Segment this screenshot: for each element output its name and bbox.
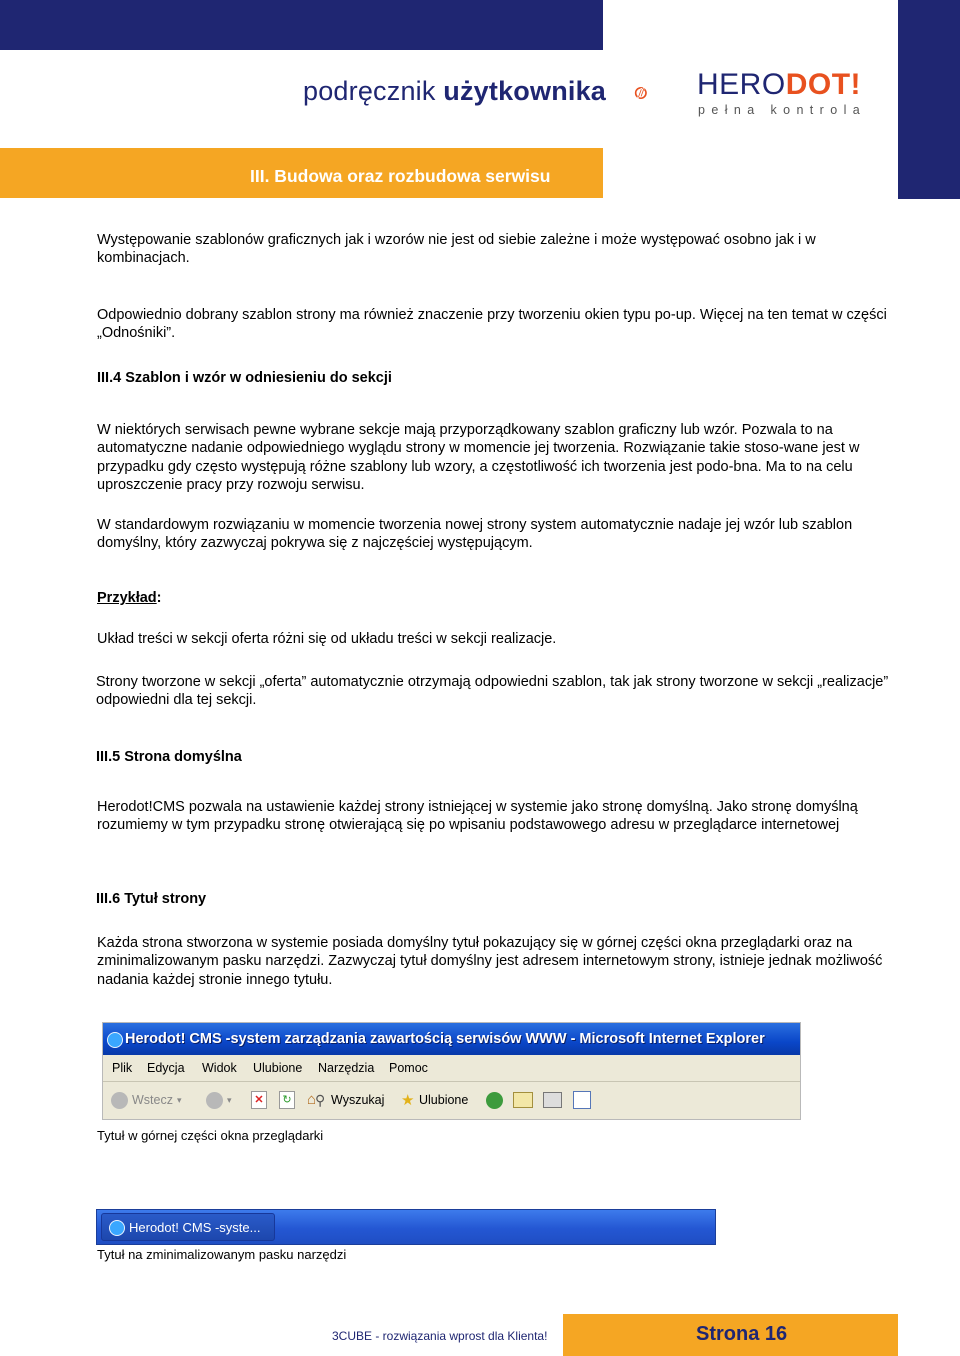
paragraph-templates: Występowanie szablonów graficznych jak i wzorów nie jest od siebie zależne i może występować osobno jak i w kombinacjach.: [97, 232, 816, 267]
mail-button[interactable]: [513, 1090, 533, 1110]
caption-taskbar-title: Tytuł na zminimalizowanym pasku narzędzi: [97, 1247, 347, 1262]
search-button[interactable]: [315, 1090, 384, 1110]
logo-accent: DOT!: [785, 68, 862, 101]
print-button[interactable]: [543, 1090, 562, 1110]
manual-title-light: podręcznik: [303, 76, 436, 106]
ie-separator: [103, 1081, 800, 1082]
page-number: Strona 16: [696, 1323, 788, 1345]
taskbar-screenshot: [96, 1209, 716, 1245]
caption-browser-title: Tytuł w górnej części okna przeglądarki: [97, 1128, 324, 1143]
paragraph-example-1: Układ treści w sekcji oferta różni się od układu treści w sekcji realizacje.: [97, 631, 557, 647]
chevron-down-icon: ▾: [176, 1094, 182, 1105]
history-icon: [486, 1092, 503, 1109]
paragraph-sections: W niektórych serwisach pewne wybrane sekcje mają przyporządkowany szablon graficzny lub wzór. Pozwala to na automatyczne nadanie odpowiedniego wyglądu strony w momencie jej tworzenia. Rozwiązanie takie stoso-wane jest w przypadku gdy często występują różne szablony lub wzory, a częstotliwość ich tworzenia jest podo-bna. Ma to na celu uproszczenie pracy przy rozwoju serwisu.: [97, 422, 860, 493]
manual-title: [303, 76, 606, 107]
forward-button[interactable]: [206, 1090, 232, 1110]
star-icon: ★: [401, 1092, 415, 1109]
header-side-bar: [898, 0, 960, 199]
ie-app-icon: [107, 1032, 123, 1048]
example-heading: [97, 590, 162, 606]
ie-window-screenshot: [102, 1022, 801, 1120]
footer-tagline: 3CUBE - rozwiązania wprost dla Klienta!: [332, 1329, 548, 1343]
example-colon: :: [156, 590, 162, 606]
taskbar-button-label: Herodot! CMS -syste...: [129, 1220, 261, 1235]
logo-subtitle: pełna kontrola: [698, 103, 867, 117]
history-button[interactable]: [486, 1090, 507, 1110]
ie-window-title: Herodot! CMS -system zarządzania zawartością serwisów WWW - Microsoft Internet Explorer: [125, 1031, 765, 1047]
refresh-button[interactable]: [279, 1090, 295, 1110]
edit-icon: [573, 1091, 591, 1109]
heading-iii-4: III.4 Szablon i wzór w odniesieniu do sekcji: [97, 370, 392, 386]
search-label: Wyszukaj: [331, 1093, 385, 1107]
paragraph-example-2: Strony tworzone w sekcji „oferta” automatycznie otrzymają odpowiedni szablon, tak jak strony tworzone w sekcji „realizacje” odpowiedni dla tej sekcji.: [96, 674, 889, 709]
back-button[interactable]: [111, 1090, 182, 1110]
ie-title-bar: [103, 1023, 800, 1055]
section-title: III. Budowa oraz rozbudowa serwisu: [250, 166, 551, 186]
stop-icon: ✕: [251, 1091, 267, 1109]
home-icon: ⌂: [307, 1091, 317, 1108]
example-label: Przykład: [97, 590, 157, 606]
forward-arrow-icon: [206, 1092, 223, 1109]
edit-button[interactable]: [573, 1090, 591, 1110]
menu-item-ulubione[interactable]: Ulubione: [253, 1061, 303, 1075]
chevron-down-icon: ▾: [227, 1094, 232, 1105]
paragraph-page-title: Każda strona stworzona w systemie posiada domyślny tytuł pokazujący się w górnej części okna przeglądarki oraz na zminimalizowanym pasku narzędzi. Zazwyczaj tytuł domyślny jest adresem internetowym strony, istnieje jednak możliwość nadania każdej stronie innego tytułu.: [97, 935, 883, 988]
heading-iii-6: III.6 Tytuł strony: [96, 891, 207, 907]
favorites-button[interactable]: [401, 1090, 468, 1110]
ie-app-icon: [109, 1220, 125, 1236]
ie-toolbar: [103, 1083, 800, 1117]
menu-item-narzedzia[interactable]: Narzędzia: [318, 1061, 375, 1075]
heading-iii-5: III.5 Strona domyślna: [96, 749, 242, 765]
logo-wordmark: [697, 68, 861, 102]
favorites-label: Ulubione: [419, 1093, 469, 1107]
header-top-bar: [0, 0, 603, 50]
print-icon: [543, 1092, 562, 1108]
paragraph-default-page: Herodot!CMS pozwala na ustawienie każdej strony istniejącej w systemie jako stronę domyślną. Jako stronę domyślną rozumiemy w tym przypadku stronę otwierającą się po wpisaniu podstawowego adresu w przeglądarce internetowej: [97, 799, 858, 834]
paragraph-standard: W standardowym rozwiązaniu w momencie tworzenia nowej strony system automatycznie nadaje jej wzór lub szablon domyślny, który zazwyczaj pokrywa się z najczęściej występującym.: [97, 517, 853, 552]
search-icon: ⚲: [315, 1091, 326, 1108]
refresh-icon: ↻: [279, 1091, 295, 1109]
herodot-logo-icon: [634, 68, 694, 118]
manual-title-bold: użytkownika: [443, 76, 607, 106]
ie-menu-bar: [103, 1057, 800, 1079]
stop-button[interactable]: [251, 1090, 267, 1110]
paragraph-popup: Odpowiednio dobrany szablon strony ma również znaczenie przy tworzeniu okien typu po-up. Więcej na ten temat w części „Odnośniki”.: [97, 307, 887, 342]
menu-item-edycja[interactable]: Edycja: [147, 1061, 185, 1075]
menu-item-plik[interactable]: Plik: [112, 1061, 133, 1075]
taskbar-window-button[interactable]: [101, 1213, 275, 1241]
back-arrow-icon: [111, 1092, 128, 1109]
menu-item-widok[interactable]: Widok: [202, 1061, 237, 1075]
menu-item-pomoc[interactable]: Pomoc: [389, 1061, 428, 1075]
mail-icon: [513, 1092, 533, 1108]
logo-main: HERO: [697, 68, 786, 101]
back-label: Wstecz: [132, 1093, 173, 1107]
